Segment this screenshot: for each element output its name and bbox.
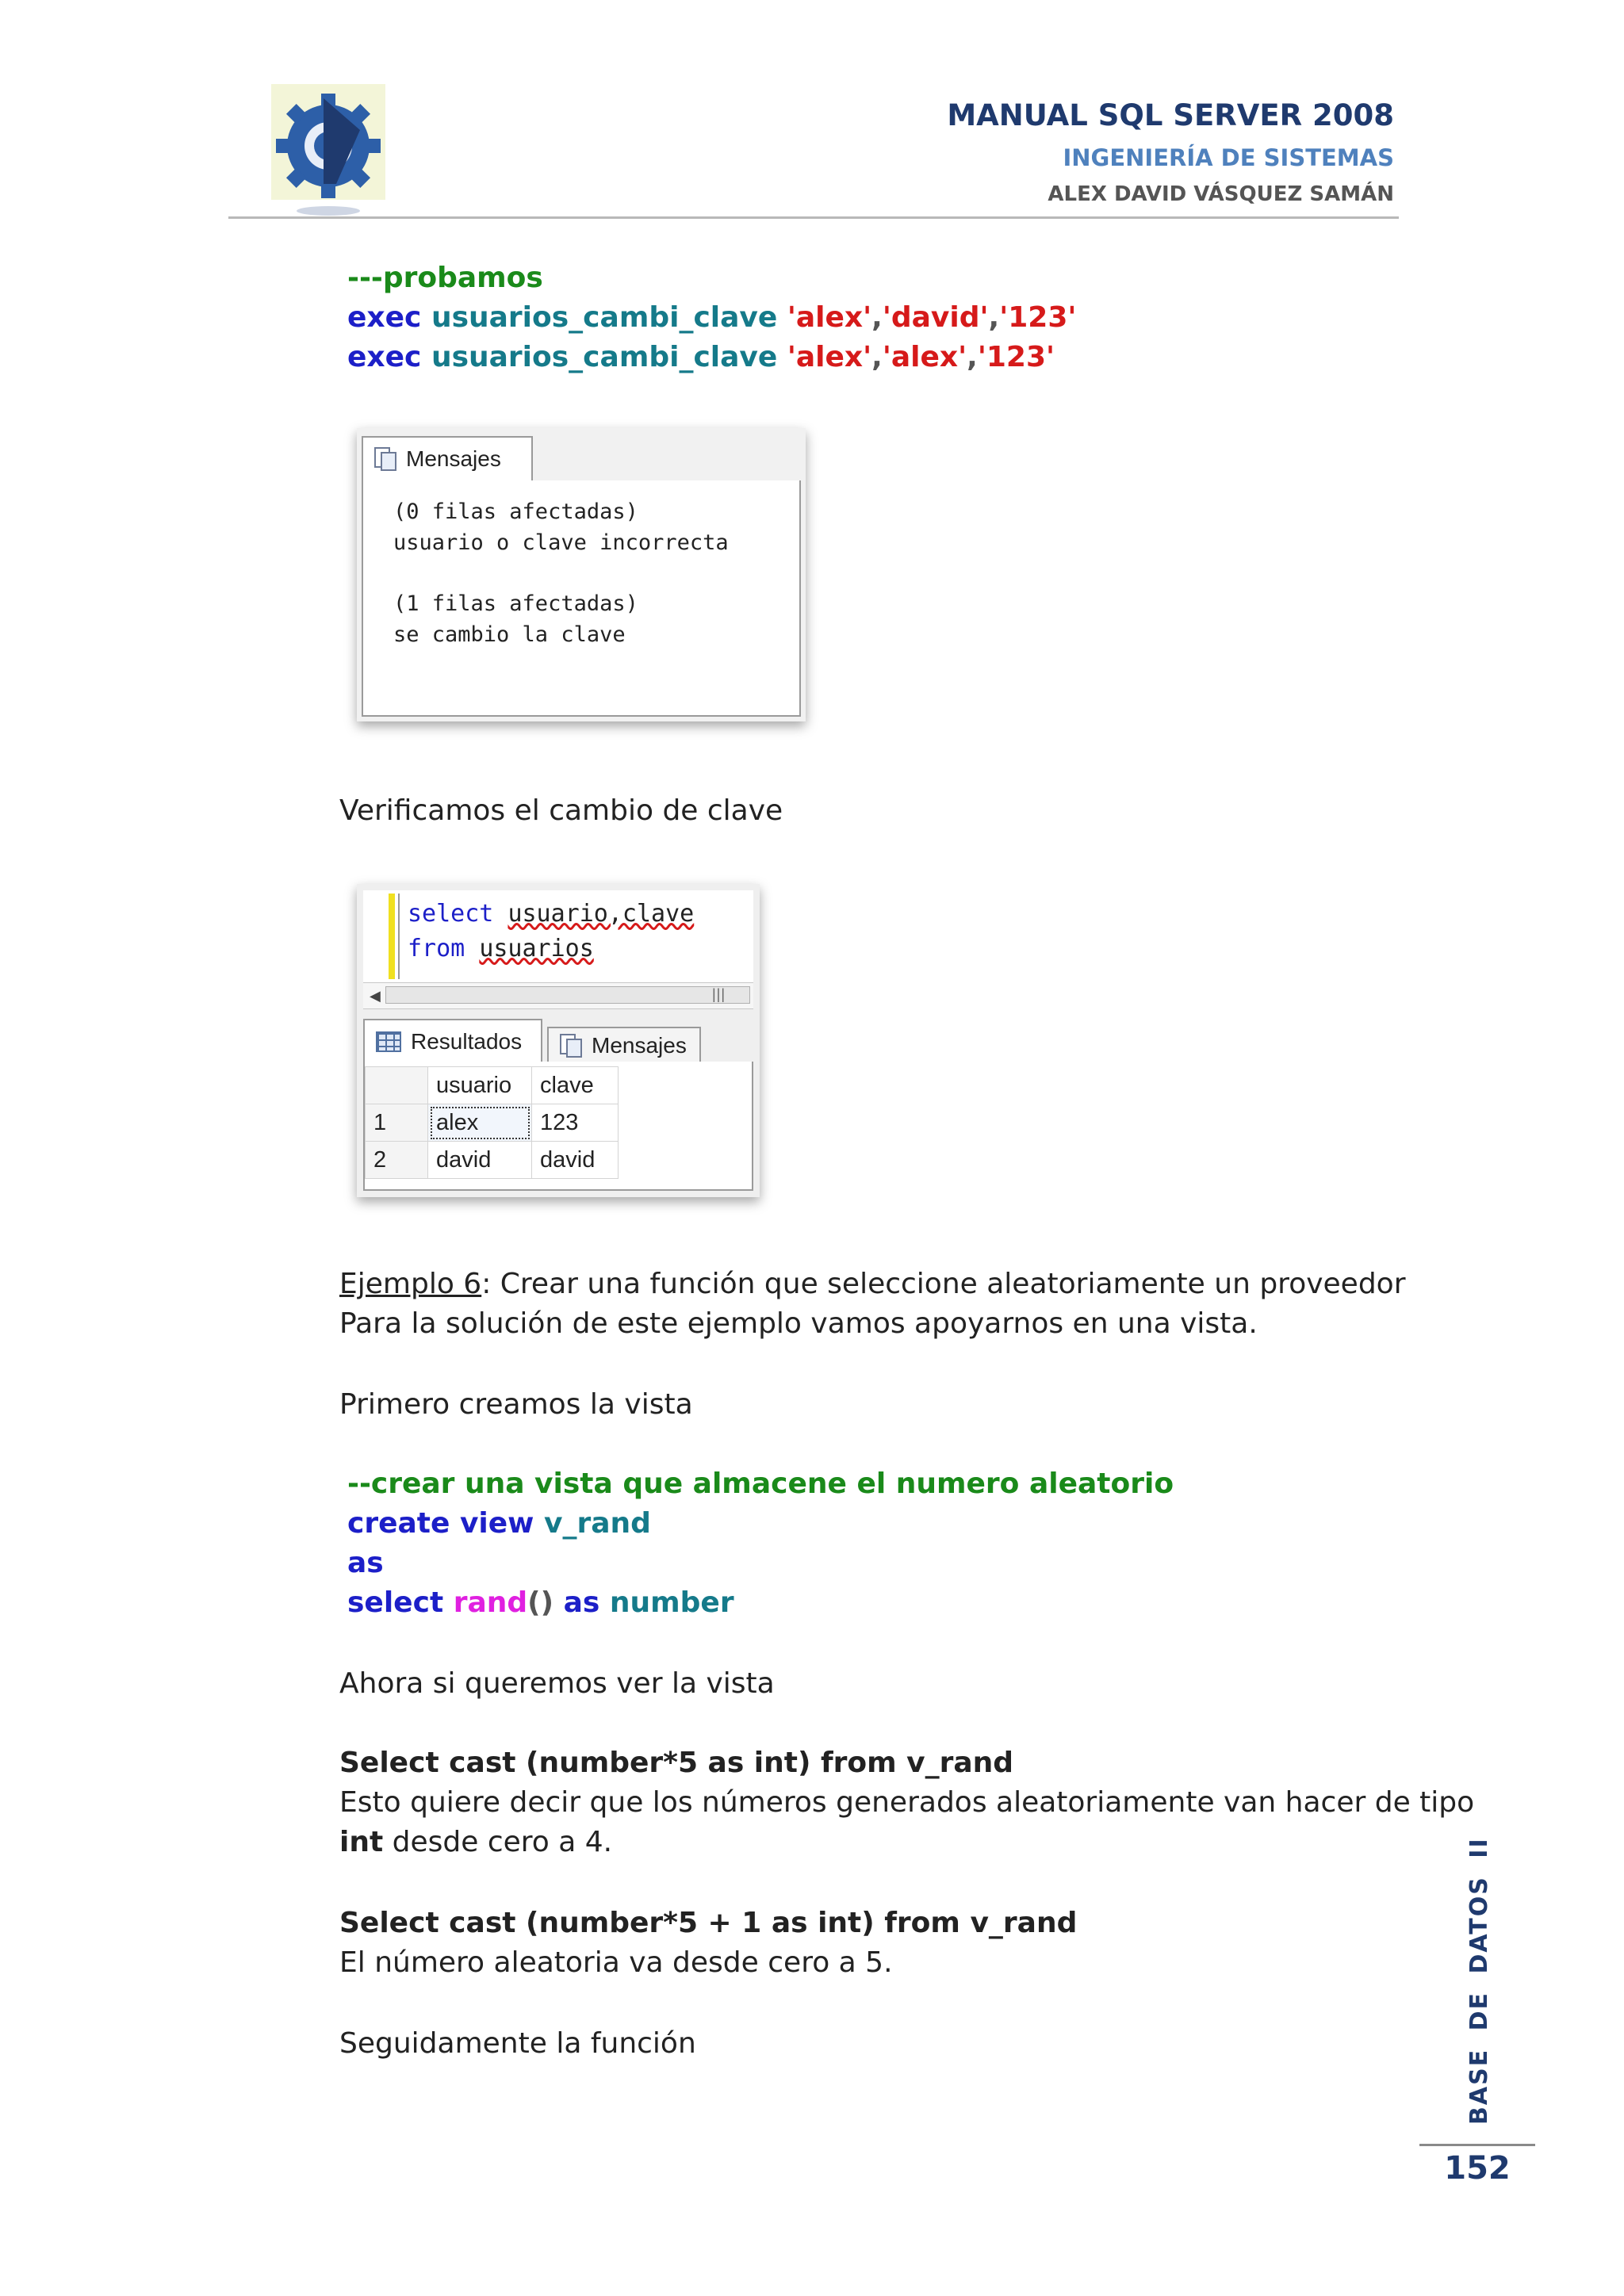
- see-view-text: Ahora si queremos ver la vista: [339, 1667, 775, 1700]
- example-label: Ejemplo 6: [339, 1268, 482, 1300]
- message-line: (0 filas afectadas): [393, 499, 638, 524]
- message-line: usuario o clave incorrecta: [393, 530, 729, 555]
- editor-gutter-line: [398, 894, 400, 979]
- tab-results[interactable]: [363, 1019, 542, 1063]
- column-header-clave[interactable]: clave: [532, 1067, 619, 1104]
- code1-line2: exec usuarios_cambi_clave 'alex','alex','123': [347, 341, 1055, 373]
- table-row[interactable]: [366, 1142, 619, 1179]
- cell-usuario[interactable]: david: [428, 1142, 532, 1179]
- first-create-text: Primero creamos la vista: [339, 1388, 693, 1421]
- message-line: (1 filas afectadas): [393, 591, 638, 616]
- horizontal-scrollbar[interactable]: [363, 982, 753, 1009]
- messages-pane: [362, 480, 801, 717]
- table-row[interactable]: [366, 1104, 619, 1142]
- example-description: Para la solución de este ejemplo vamos apoyarnos en una vista.: [339, 1307, 1258, 1340]
- row-number[interactable]: 1: [366, 1104, 428, 1142]
- tab-messages-2-label: Mensajes: [592, 1033, 687, 1058]
- column-header-usuario[interactable]: usuario: [428, 1067, 532, 1104]
- scroll-thumb[interactable]: [385, 986, 750, 1004]
- code2-select: select rand() as number: [347, 1586, 734, 1619]
- select-cast-1-desc: Esto quiere decir que los números generados aleatoriamente van hacer de tipo: [339, 1786, 1475, 1819]
- code1-line1: exec usuarios_cambi_clave 'alex','david','123': [347, 301, 1077, 334]
- header-divider: [228, 216, 1399, 219]
- change-marker: [389, 894, 395, 979]
- row-number[interactable]: 2: [366, 1142, 428, 1179]
- cell-usuario[interactable]: alex: [428, 1104, 532, 1142]
- example-heading: Ejemplo 6: Crear una función que seleccione aleatoriamente un proveedor: [339, 1268, 1406, 1300]
- next-text: Seguidamente la función: [339, 2027, 696, 2060]
- manual-author: ALEX DAVID VÁSQUEZ SAMÁN: [1048, 182, 1394, 206]
- messages-tabbar: [362, 434, 801, 482]
- tab-messages-label: Mensajes: [406, 446, 501, 471]
- code2-as: as: [347, 1547, 384, 1579]
- select-cast-1: Select cast (number*5 as int) from v_rand: [339, 1747, 1014, 1779]
- tab-messages[interactable]: [362, 436, 533, 480]
- message-line: se cambio la clave: [393, 622, 626, 647]
- tab-results-label: Resultados: [411, 1029, 523, 1054]
- page-number: 152: [1444, 2150, 1511, 2187]
- scroll-grip-icon: |||: [711, 986, 726, 1002]
- manual-subtitle: INGENIERÍA DE SISTEMAS: [1063, 144, 1394, 171]
- messages-icon: [560, 1034, 582, 1058]
- row-number-header: [366, 1067, 428, 1104]
- query-screenshot: [357, 884, 760, 1197]
- select-cast-2-desc: El número aleatoria va desde cero a 5.: [339, 1946, 893, 1979]
- results-header-row: [366, 1067, 619, 1104]
- cell-clave[interactable]: 123: [532, 1104, 619, 1142]
- code2-create-view: create view v_rand: [347, 1507, 651, 1540]
- sql-line-1: select usuario,clave: [408, 900, 695, 928]
- results-grid: [363, 1062, 753, 1191]
- results-grid-icon: [376, 1031, 401, 1052]
- manual-title: MANUAL SQL SERVER 2008: [947, 98, 1394, 132]
- side-label-text: BASE DE DATOS II: [1465, 1837, 1493, 2125]
- query-editor[interactable]: [363, 890, 753, 982]
- sql-line-2: from usuarios: [408, 935, 594, 962]
- institution-logo: [268, 79, 389, 222]
- tab-messages-2[interactable]: [547, 1027, 701, 1063]
- messages-icon: [374, 447, 396, 471]
- page-number-divider: [1419, 2144, 1535, 2146]
- messages-screenshot: [357, 428, 806, 721]
- select-cast-2: Select cast (number*5 + 1 as int) from v_rand: [339, 1907, 1078, 1939]
- select-cast-1-desc-2: int desde cero a 4.: [339, 1826, 613, 1858]
- code1-comment: ---probamos: [347, 262, 543, 294]
- cell-clave[interactable]: david: [532, 1142, 619, 1179]
- results-tabbar: [363, 1019, 753, 1063]
- scroll-left-icon[interactable]: ◀: [370, 988, 381, 1004]
- code2-comment: --crear una vista que almacene el numero aleatorio: [347, 1468, 1174, 1500]
- verify-text: Verificamos el cambio de clave: [339, 794, 783, 827]
